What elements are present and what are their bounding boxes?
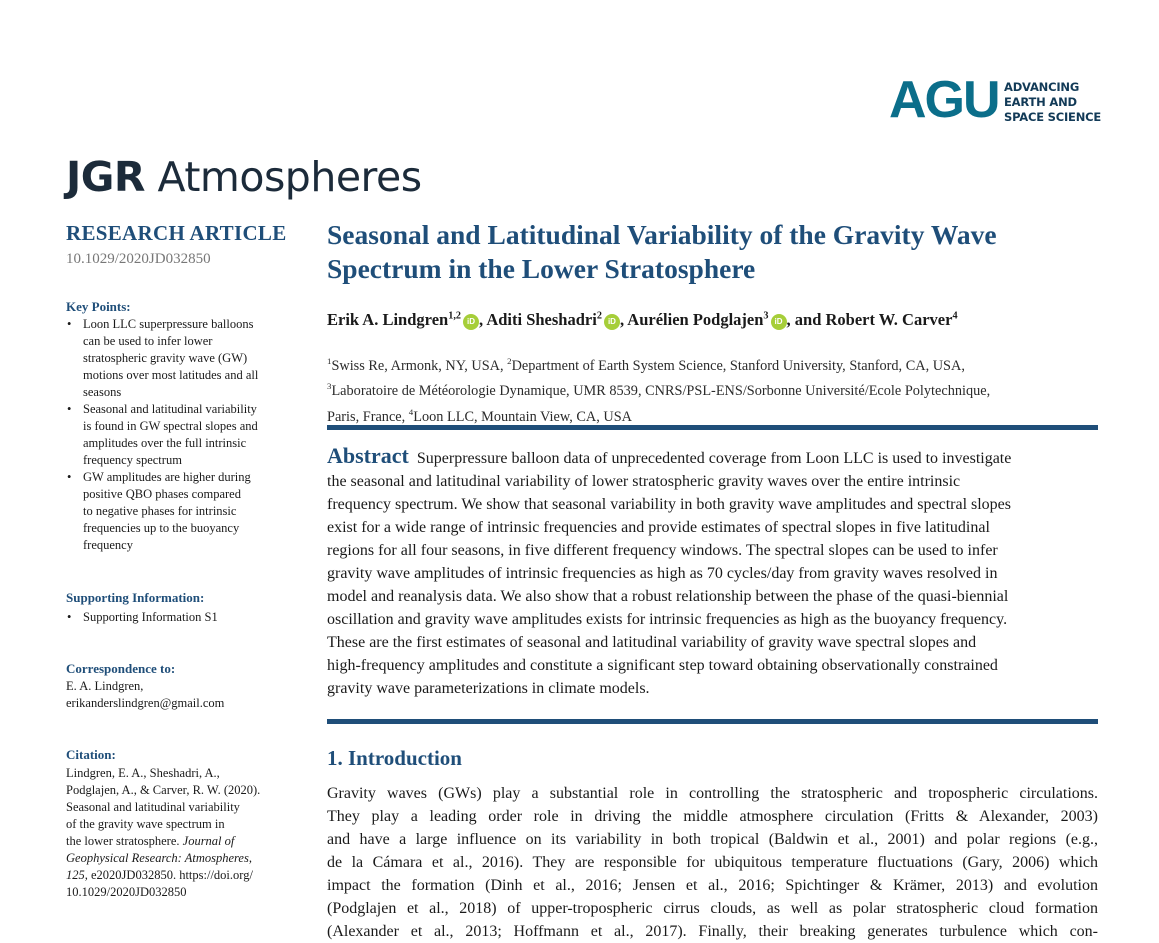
introduction-line: de la Cámara et al., 2016). They are responsible for ubiquitous temperature fluctuations (Gary, 2006) which	[327, 854, 1098, 871]
key-point-line: frequencies up to the buoyancy	[83, 521, 240, 535]
agu-tagline-line: SPACE SCIENCE	[1004, 110, 1102, 124]
citation-heading: Citation:	[66, 747, 116, 762]
abstract-line: exist for a wide range of intrinsic frequencies and provide estimates of spectral slopes in five latitudinal	[327, 519, 990, 536]
introduction-text	[327, 782, 1098, 943]
abstract-line: Abstract Superpressure balloon data of unprecedented coverage from Loon LLC is used to investigate	[327, 443, 1012, 468]
citation-text: the lower stratosphere.	[66, 834, 180, 848]
abstract-line: high-frequency amplitudes and constitute a significant step toward obtaining observationally constrained	[327, 657, 998, 674]
supporting-info-heading: Supporting Information:	[66, 590, 205, 605]
correspondence-email[interactable]: erikanderslindgren@gmail.com	[66, 696, 225, 710]
key-point-line: seasons	[83, 385, 122, 399]
introduction-line: and have a large influence on its variability in both tropical (Baldwin et al., 2001) and polar regions (e.g.,	[327, 831, 1098, 848]
key-point-line: • Loon LLC superpressure balloons	[83, 317, 254, 331]
key-point	[66, 469, 296, 554]
author-affiliation-number: 2	[596, 310, 602, 322]
abstract-line: oscillation and gravity wave amplitudes exists for intrinsic frequencies as high as the buoyancy frequency.	[327, 611, 1008, 628]
orcid-icon[interactable]: iD	[463, 314, 479, 330]
affiliation-line: Paris, France, $^4$Loon LLC, Mountain View, CA, USA	[327, 406, 632, 425]
author-name: Aditi Sheshadri	[486, 310, 597, 329]
agu-tagline-line: ADVANCING	[1004, 80, 1080, 94]
agu-tagline-line: EARTH AND	[1004, 95, 1077, 109]
citation-line	[66, 867, 260, 884]
key-points-heading: Key Points:	[66, 299, 131, 314]
citation-volume: 125,	[66, 868, 88, 882]
article-title	[327, 218, 1107, 286]
agu-logo: AGU	[889, 71, 999, 129]
introduction-line: (Alexander et al., 2013; Hoffmann et al., 2017). Finally, their breaking generates turbulence which con-	[327, 923, 1098, 940]
introduction-line: They play a leading order role in driving the middle atmosphere circulation (Fritts & Alexander, 2003)	[327, 808, 1098, 825]
key-point-line: can be used to infer lower	[83, 334, 213, 348]
citation-line: Lindgren, E. A., Sheshadri, A.,	[66, 766, 220, 780]
citation-doi[interactable]: 10.1029/2020JD032850	[66, 885, 187, 899]
correspondence-heading: Correspondence to:	[66, 661, 176, 676]
author-separator: , and	[786, 310, 826, 329]
author-name: Aurélien Podglajen	[627, 310, 764, 329]
key-point-line: • Seasonal and latitudinal variability	[83, 402, 257, 416]
journal-name-rest: Atmospheres	[144, 153, 422, 201]
citation-line	[66, 833, 260, 850]
key-point-line: positive QBO phases compared	[83, 487, 241, 501]
journal-name-bold: JGR	[66, 153, 145, 201]
article-type: RESEARCH ARTICLE	[66, 221, 287, 245]
key-point-line: frequency spectrum	[83, 453, 182, 467]
abstract-line: These are the first estimates of seasonal and latitudinal variability of gravity wave spectral slopes and	[327, 634, 977, 651]
citation	[66, 765, 260, 901]
citation-line	[66, 850, 260, 867]
key-point-line: amplitudes over the full intrinsic	[83, 436, 247, 450]
title-line: Spectrum in the Lower Stratosphere	[327, 253, 756, 284]
agu-tagline	[1004, 80, 1101, 125]
affiliation-line: $^3$Laboratoire de Météorologie Dynamique, UMR 8539, CNRS/PSL-ENS/Sorbonne Université/Ecole Polytechnique,	[327, 381, 991, 400]
abstract-label: Abstract	[327, 443, 409, 468]
author-affiliation-number: 4	[952, 310, 958, 322]
author-separator: ,	[478, 310, 487, 329]
key-point-line: to negative phases for intrinsic	[83, 504, 237, 518]
author-separator: ,	[619, 310, 628, 329]
citation-line: of the gravity wave spectrum in	[66, 817, 225, 831]
key-points-list	[66, 316, 296, 554]
citation-line: Podglajen, A., & Carver, R. W. (2020).	[66, 783, 261, 797]
supporting-info-list	[66, 609, 218, 626]
abstract-top-rule	[327, 425, 1098, 430]
affiliations	[327, 351, 990, 427]
key-point-line: is found in GW spectral slopes and	[83, 419, 258, 433]
journal-name	[66, 153, 422, 201]
section-heading: 1. Introduction	[327, 746, 462, 770]
supporting-info-link[interactable]: • Supporting Information S1	[66, 609, 218, 626]
abstract-line: gravity wave amplitudes of intrinsic frequencies as high as 70 cycles/day from gravity waves resolved in	[327, 565, 998, 582]
abstract-line: regions for all four seasons, in five different frequency windows. The spectral slopes can be used to infer	[327, 542, 998, 559]
correspondence-name: E. A. Lindgren,	[66, 679, 144, 693]
correspondence	[66, 678, 224, 712]
citation-journal: Journal of	[182, 834, 235, 848]
introduction-line: Gravity waves (GWs) play a substantial role in controlling the stratospheric and tropospheric circulations.	[327, 785, 1098, 802]
abstract-line: gravity wave parameterizations in climate models.	[327, 680, 650, 697]
abstract	[327, 444, 1098, 700]
citation-line: Seasonal and latitudinal variability	[66, 800, 240, 814]
orcid-icon[interactable]: iD	[771, 314, 787, 330]
key-point-line: stratospheric gravity wave (GW)	[83, 351, 248, 365]
abstract-line: frequency spectrum. We show that seasonal variability in both gravity wave amplitudes and spectral slopes	[327, 496, 1012, 513]
key-point	[66, 401, 296, 469]
citation-tail: e2020JD032850. https://doi.org/	[87, 868, 253, 882]
article-doi[interactable]: 10.1029/2020JD032850	[66, 251, 211, 267]
key-point-line: motions over most latitudes and all	[83, 368, 259, 382]
author-affiliation-number: 1,2	[448, 310, 461, 322]
author-affiliation-number: 3	[763, 310, 769, 322]
abstract-line: the seasonal and latitudinal variability of lower stratospheric gravity waves over the entire intrinsic	[327, 473, 961, 490]
key-point-line: frequency	[83, 538, 133, 552]
author-name: Robert W. Carver	[825, 310, 953, 329]
key-point	[66, 316, 296, 401]
affiliation-line: $^1$Swiss Re, Armonk, NY, USA, $^2$Department of Earth System Science, Stanford University, Stanford, CA, USA,	[327, 356, 965, 374]
key-point-line: • GW amplitudes are higher during	[83, 470, 251, 484]
author-list	[327, 310, 958, 330]
title-line: Seasonal and Latitudinal Variability of the Gravity Wave	[327, 219, 997, 250]
citation-journal: Geophysical Research: Atmospheres,	[66, 851, 252, 865]
abstract-line: model and reanalysis data. We also show that a robust relationship between the phase of the quasi-biennial	[327, 588, 1009, 605]
abstract-bottom-rule	[327, 719, 1098, 724]
author-name: Erik A. Lindgren	[327, 310, 449, 329]
introduction-line: impact the formation (Dinh et al., 2016; Jensen et al., 2016; Spichtinger & Krämer, 2013) and evolution	[327, 877, 1098, 894]
introduction-line: (Podglajen et al., 2018) of upper-tropospheric cirrus clouds, as well as polar stratospheric cloud formation	[327, 900, 1098, 917]
orcid-icon[interactable]: iD	[604, 314, 620, 330]
